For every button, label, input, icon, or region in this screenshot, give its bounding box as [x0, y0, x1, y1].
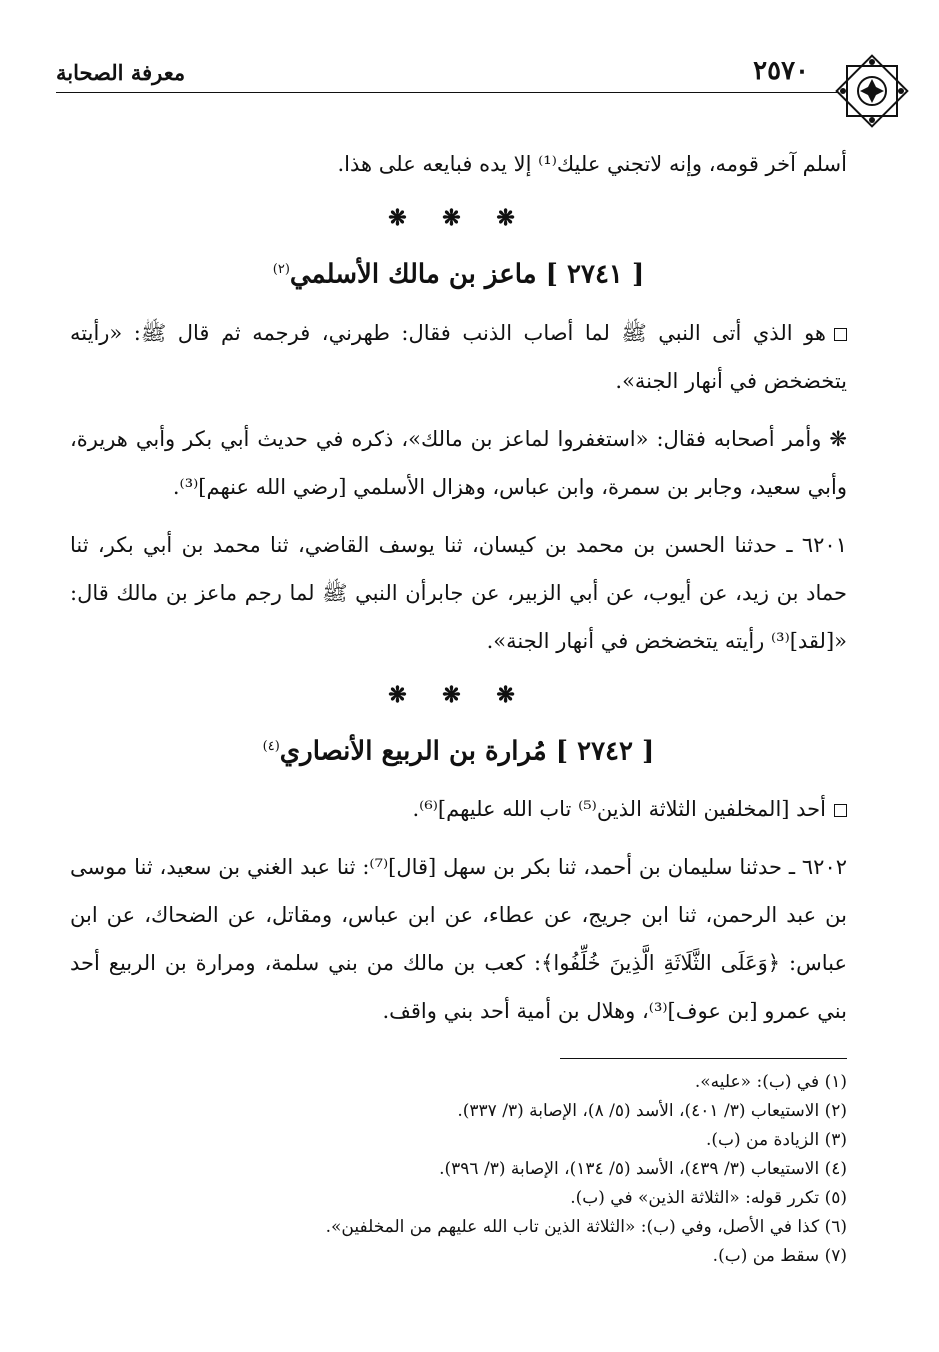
- footnote: (٤) الاستيعاب (٣/ ٤٣٩)، الأسد (٥/ ١٣٤)، الإصابة (٣/ ٣٩٦).: [439, 1159, 847, 1179]
- book-title: معرفة الصحابة: [56, 60, 186, 85]
- footnote: (٦) كذا في الأصل، وفي (ب): «الثلاثة الذين تاب الله عليهم من المخلفين».: [325, 1217, 847, 1237]
- footnote: (١) في (ب): «عليه».: [694, 1072, 847, 1092]
- entry-narration-2741: ❋ وأمر أصحابه فقال: «استغفروا لماعز بن مالك»، ذكره في حديث أبي بكر وأبي هريرة، وأبي سعيد، وجابر بن سمرة، وابن عباس، وهزال الأسلمي [رضي الله عنهم]⁽³⁾.: [70, 426, 847, 499]
- main-text: [70, 140, 847, 1035]
- page-number: ٢٥٧٠: [753, 56, 809, 86]
- header-rule: [56, 92, 839, 93]
- heading-footnote-ref: (٤): [262, 738, 280, 754]
- section-separator: ❋ ❋ ❋: [388, 681, 529, 708]
- intro-line: أسلم آخر قومه، وإنه لاتجني عليك⁽¹⁾ إلا يده فبايعه على هذا.: [337, 152, 847, 176]
- footnote: (٧) سقط من (ب).: [712, 1246, 847, 1266]
- hadith-6201: ٦٢٠١ ـ حدثنا الحسن بن محمد بن كيسان، ثنا يوسف القاضي، ثنا محمد بن أبي بكر، ثنا حماد بن زيد، عن أيوب، عن أبي الزبير، عن جابرأن النبي ﷺ لما رجم ماعز بن مالك قال: «[لقد]⁽³⁾ رأيته يتخضخض في أنهار الجنة».: [70, 532, 847, 653]
- entry-heading-2742: [70, 723, 847, 776]
- entry-heading-2741: [70, 246, 847, 299]
- square-bullet-icon: [834, 328, 847, 341]
- octagram-ornament-icon: [833, 52, 911, 130]
- entry-title: [ ٢٧٤١ ] ماعز بن مالك الأسلمي: [289, 259, 645, 290]
- square-bullet-icon: [834, 804, 847, 817]
- footnote: (٥) تكرر قوله: «الثلاثة الذين» في (ب).: [570, 1188, 847, 1208]
- hadith-6202: ٦٢٠٢ ـ حدثنا سليمان بن أحمد، ثنا بكر بن سهل [قال]⁽⁷⁾: ثنا عبد الغني بن سعيد، ثنا موسى بن عبد الرحمن، ثنا ابن جريج، عن عطاء، عن ابن عباس، ومقاتل، عن الضحاك، عن ابن عباس: ﴿وَعَلَى الثَّلَاثَةِ الَّذِينَ خُلِّفُوا﴾: كعب بن مالك من بني سلمة، ومرارة بن الربيع أحد بني عمرو [بن عوف]⁽³⁾، وهلال بن أمية أحد بني واقف.: [70, 855, 848, 1024]
- running-header: [56, 58, 849, 88]
- entry-bio-2741: [70, 309, 847, 405]
- footnote-rule: [560, 1058, 847, 1059]
- footnotes: [70, 1068, 847, 1271]
- entry-title: [ ٢٧٤٢ ] مُرارة بن الربيع الأنصاري: [279, 736, 655, 767]
- footnote: (٣) الزيادة من (ب).: [705, 1130, 847, 1150]
- section-separator: ❋ ❋ ❋: [388, 205, 529, 231]
- bio-text: هو الذي أتى النبي ﷺ لما أصاب الذنب فقال: طهرني، فرجمه ثم قال ﷺ: «رأيته يتخضخض في أنهار الجنة».: [70, 320, 847, 393]
- bio-text: أحد [المخلفين الثلاثة الذين⁽⁵⁾ تاب الله عليهم]⁽⁶⁾.: [412, 797, 826, 822]
- heading-footnote-ref: (٢): [272, 262, 290, 277]
- footnote: (٢) الاستيعاب (٣/ ٤٠١)، الأسد (٥/ ٨)، الإصابة (٣/ ٣٣٧).: [457, 1101, 847, 1121]
- entry-bio-2742: [70, 785, 847, 833]
